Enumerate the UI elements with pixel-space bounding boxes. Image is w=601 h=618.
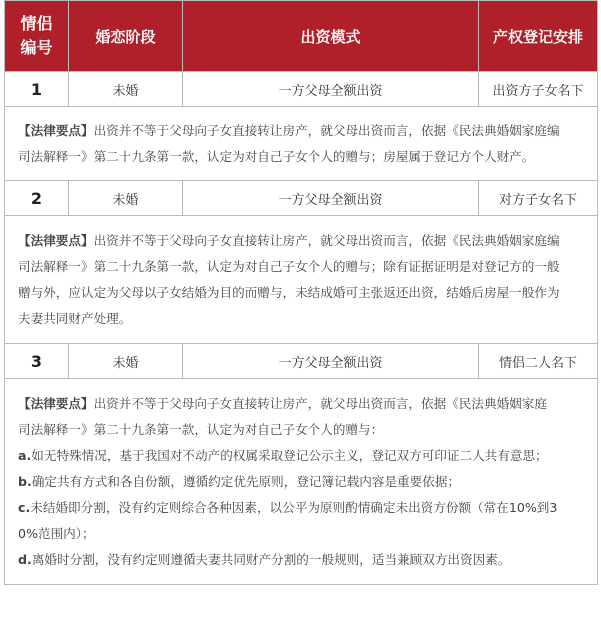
legal-note-text: 司法解释一》第二十九条第一款，认定为对自己子女个人的赠与；除有证据证明是对登记方的一般 bbox=[18, 259, 560, 274]
header-couple-number bbox=[5, 1, 69, 72]
table-row bbox=[5, 344, 598, 379]
legal-note-text: 司法解释一》第二十九条第一款，认定为对自己子女个人的赠与；房屋属于登记方个人财产。 bbox=[18, 149, 535, 164]
legal-point-a: a.如无特殊情况，基于我国对不动产的权属采取登记公示主义，登记双方可印证二人共有意思； bbox=[18, 448, 548, 463]
header-registration: 产权登记安排 bbox=[479, 1, 598, 72]
row-registration: 出资方子女名下 bbox=[479, 72, 598, 107]
row-funding-mode: 一方父母全额出资 bbox=[183, 72, 479, 107]
header-relationship-stage: 婚恋阶段 bbox=[69, 1, 183, 72]
legal-note-label: 【法律要点】 bbox=[18, 396, 94, 411]
row-stage: 未婚 bbox=[69, 181, 183, 216]
row-stage: 未婚 bbox=[69, 344, 183, 379]
legal-point-c: c.未结婚即分割，没有约定则综合各种因素，以公平为原则酌情确定未出资方份额（常在10%到3 bbox=[18, 500, 558, 515]
header-funding-mode: 出资模式 bbox=[183, 1, 479, 72]
row-stage: 未婚 bbox=[69, 72, 183, 107]
legal-note bbox=[5, 107, 598, 181]
row-funding-mode: 一方父母全额出资 bbox=[183, 181, 479, 216]
table-row bbox=[5, 72, 598, 107]
legal-note-text: 出资并不等于父母向子女直接转让房产，就父母出资而言，依据《民法典婚姻家庭编 bbox=[93, 233, 560, 248]
property-rules-table bbox=[4, 0, 598, 585]
legal-note-text: 赠与外，应认定为父母以子女结婚为目的而赠与，未结成婚可主张返还出资，结婚后房屋一般作为 bbox=[18, 285, 560, 300]
row-registration: 对方子女名下 bbox=[479, 181, 598, 216]
legal-note-label: 【法律要点】 bbox=[18, 123, 94, 138]
header-row bbox=[5, 1, 598, 72]
row-funding-mode: 一方父母全额出资 bbox=[183, 344, 479, 379]
row-number: 2 bbox=[5, 181, 69, 216]
legal-note-text: 司法解释一》第二十九条第一款，认定为对自己子女个人的赠与： bbox=[18, 422, 384, 437]
legal-point-d: d.离婚时分割，没有约定则遵循夫妻共同财产分割的一般规则，适当兼顾双方出资因素。 bbox=[18, 552, 511, 567]
legal-point-c-continued: 0%范围内）； bbox=[18, 526, 95, 541]
row-number: 1 bbox=[5, 72, 69, 107]
legal-note-label: 【法律要点】 bbox=[18, 233, 94, 248]
header-couple-number-line1: 情侣 bbox=[20, 14, 53, 33]
row-number: 3 bbox=[5, 344, 69, 379]
legal-point-b: b.确定共有方式和各自份额，遵循约定优先原则，登记簿记载内容是重要依据； bbox=[18, 474, 460, 489]
row-registration: 情侣二人名下 bbox=[479, 344, 598, 379]
legal-note bbox=[5, 216, 598, 344]
table-row bbox=[5, 181, 598, 216]
legal-note-text: 出资并不等于父母向子女直接转让房产，就父母出资而言，依据《民法典婚姻家庭编 bbox=[93, 123, 560, 138]
legal-note-text: 夫妻共同财产处理。 bbox=[18, 311, 132, 326]
legal-note-text: 出资并不等于父母向子女直接转让房产，就父母出资而言，依据《民法典婚姻家庭 bbox=[93, 396, 547, 411]
legal-note bbox=[5, 379, 598, 585]
header-couple-number-line2: 编号 bbox=[20, 38, 53, 57]
legal-note-row bbox=[5, 216, 598, 344]
legal-note-row bbox=[5, 107, 598, 181]
legal-note-row bbox=[5, 379, 598, 585]
